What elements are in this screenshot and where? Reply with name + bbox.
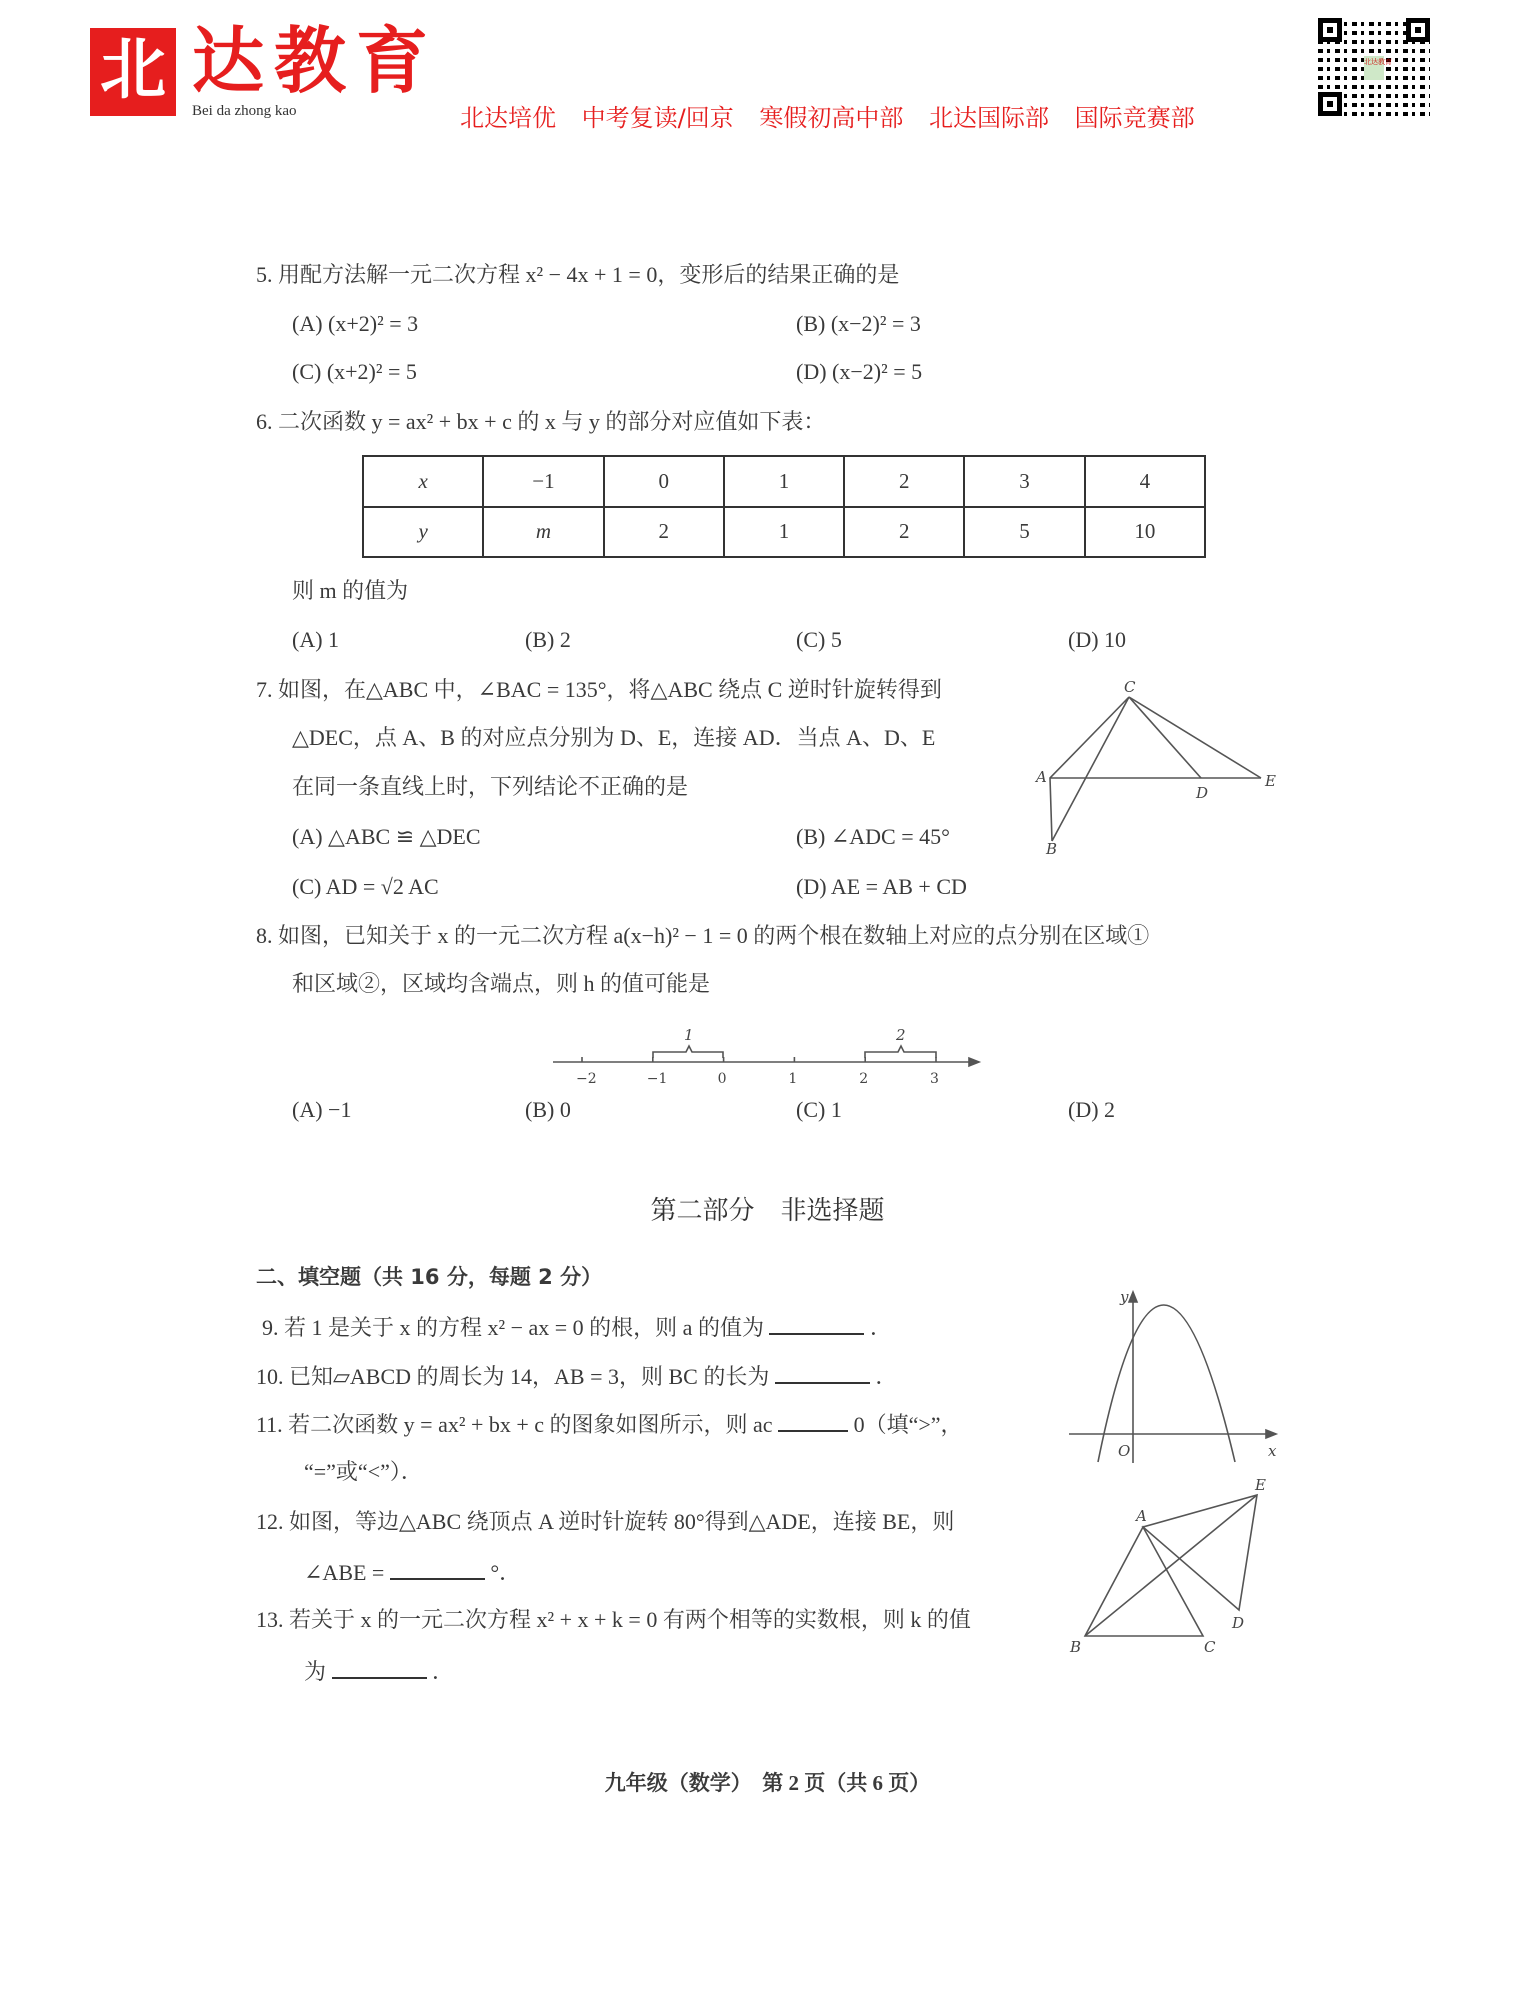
q8-option-c: (C) 1 [796, 1097, 842, 1122]
q13-text: 为 [304, 1659, 327, 1684]
q7-figure [1034, 678, 1276, 858]
number-line-tick-label: 3 [930, 1071, 939, 1087]
q13-line1: 13. 若关于 x 的一元二次方程 x² + x + k = 0 有两个相等的实数根，则 k 的值 [256, 1607, 971, 1632]
q7-option-a: (A) △ABC ≌ △DEC [292, 824, 481, 849]
q6-option-b: (B) 2 [525, 627, 571, 652]
q7-option-d: (D) AE = AB + CD [796, 874, 967, 899]
table-cell: −1 [483, 456, 603, 507]
q7-option-b: (B) ∠ADC = 45° [796, 824, 950, 849]
q12-label-b: B [1070, 1638, 1082, 1656]
logo-mark: 北 [90, 28, 176, 116]
q7-option-c: (C) AD = √2 AC [292, 874, 439, 899]
q7-label-a: A [1036, 768, 1047, 786]
q8-number-line [553, 1026, 979, 1087]
q9-text: 9. 若 1 是关于 x 的方程 x² − ax = 0 的根，则 a 的值为 [262, 1315, 764, 1340]
header-link[interactable]: 寒假初高中部 [759, 104, 904, 132]
header-link[interactable]: 中考复读/回京 [581, 104, 734, 132]
triangle-abc [1085, 1527, 1203, 1636]
table-cell: 10 [1085, 507, 1205, 558]
q7-line-ce [1129, 697, 1261, 778]
table-cell: 2 [844, 456, 964, 507]
q7-label-d: D [1196, 784, 1209, 802]
q10-text: 10. 已知▱ABCD 的周长为 14，AB = 3，则 BC 的长为 [256, 1364, 770, 1389]
region-2-brace [865, 1046, 936, 1058]
q7-line: 7. 如图，在△ABC 中，∠BAC = 135°，将△ABC 绕点 C 逆时针旋转得到 [256, 677, 942, 702]
section-heading: 二、填空题（共 16 分，每题 2 分） [256, 1265, 603, 1289]
q11-text: 11. 若二次函数 y = ax² + bx + c 的图象如图所示，则 ac [256, 1412, 773, 1437]
q12-line1: 12. 如图，等边△ABC 绕顶点 A 逆时针旋转 80°得到△ADE，连接 BE，则 [256, 1509, 955, 1534]
parabola-curve [1098, 1305, 1235, 1462]
triangle-ade [1143, 1495, 1257, 1610]
table-cell: 2 [604, 507, 724, 558]
page-footer: 九年级（数学） 第 2 页（共 6 页） [604, 1771, 931, 1795]
q6-option-d: (D) 10 [1068, 627, 1127, 652]
table-cell: y [363, 507, 483, 558]
q5-option-b: (B) (x−2)² = 3 [796, 311, 921, 336]
q12-label-e: E [1255, 1476, 1266, 1494]
table-cell: 5 [964, 507, 1084, 558]
y-label: y [1120, 1288, 1129, 1306]
q8-line: 8. 如图，已知关于 x 的一元二次方程 a(x−h)² − 1 = 0 的两个根在数轴上对应的点分别在区域① [256, 923, 1150, 948]
table-cell: x [363, 456, 483, 507]
q7-line-cd [1129, 697, 1201, 778]
q7-label-b: B [1046, 840, 1058, 858]
q12-text: ∠ABE = [304, 1560, 385, 1585]
q7-line: △DEC，点 A、B 的对应点分别为 D、E，连接 AD．当点 A、D、E [292, 725, 936, 750]
table-cell: 2 [844, 507, 964, 558]
y-axis-arrow [1129, 1292, 1137, 1302]
q5-option-d: (D) (x−2)² = 5 [796, 359, 923, 384]
logo-text: 达教育 [192, 22, 439, 102]
q12-label-d: D [1232, 1614, 1245, 1632]
number-line-tick-label: 2 [859, 1071, 869, 1087]
q6-option-c: (C) 5 [796, 627, 842, 652]
q12-label-c: C [1204, 1638, 1216, 1656]
x-axis-arrow [1266, 1430, 1276, 1438]
table-cell: m [483, 507, 603, 558]
q6-option-a: (A) 1 [292, 627, 340, 652]
q11-line2: “=”或“<”）． [304, 1459, 423, 1484]
q9-end: ． [869, 1315, 892, 1340]
number-line-tick-label: 1 [788, 1071, 798, 1087]
number-line-arrow [969, 1058, 979, 1066]
header-link[interactable]: 国际竞赛部 [1074, 104, 1195, 132]
q8-option-b: (B) 0 [525, 1097, 571, 1122]
region-1-brace [653, 1046, 723, 1058]
q10-end: ． [875, 1364, 898, 1389]
table-cell: 1 [724, 456, 844, 507]
table-cell: 1 [724, 507, 844, 558]
q6-stem: 6. 二次函数 y = ax² + bx + c 的 x 与 y 的部分对应值如下表： [256, 409, 826, 434]
q7-label-c: C [1124, 678, 1136, 696]
q7-line: 在同一条直线上时，下列结论不正确的是 [292, 774, 689, 799]
region-1-label: 1 [684, 1026, 694, 1044]
q13-end: ． [432, 1659, 455, 1684]
q6-ask: 则 m 的值为 [292, 578, 409, 603]
q5-option-a: (A) (x+2)² = 3 [292, 311, 419, 336]
q8-option-d: (D) 2 [1068, 1097, 1116, 1122]
q11-parabola-graph [1069, 1288, 1277, 1463]
q12-label-a: A [1136, 1507, 1147, 1525]
q12-end: °． [490, 1560, 522, 1585]
q7-segments [1050, 697, 1129, 841]
q5-option-c: (C) (x+2)² = 5 [292, 359, 417, 384]
q12-figure [1069, 1476, 1266, 1656]
table-cell: 0 [604, 456, 724, 507]
region-2-label: 2 [896, 1026, 906, 1044]
table-cell: 3 [964, 456, 1084, 507]
q8-line: 和区域②，区域均含端点，则 h 的值可能是 [292, 971, 711, 996]
logo-subtitle: Bei da zhong kao [192, 103, 297, 119]
part2-title: 第二部分 非选择题 [650, 1196, 885, 1226]
number-line-tick-label: −1 [646, 1071, 668, 1087]
q7-label-e: E [1265, 772, 1276, 790]
header-link[interactable]: 北达国际部 [929, 104, 1050, 132]
q8-option-a: (A) −1 [292, 1097, 352, 1122]
number-line-tick-label: 0 [717, 1071, 727, 1087]
x-label: x [1268, 1442, 1277, 1460]
table-cell: 4 [1085, 456, 1205, 507]
origin-label: O [1118, 1442, 1131, 1460]
qr-center-label: 北达教育 [1364, 56, 1384, 80]
header-link[interactable]: 北达培优 [460, 104, 556, 132]
q5-stem: 5. 用配方法解一元二次方程 x² − 4x + 1 = 0，变形后的结果正确的是 [256, 262, 900, 287]
number-line-tick-label: −2 [576, 1071, 597, 1087]
q11-text-post: 0（填“>”， [853, 1412, 963, 1437]
